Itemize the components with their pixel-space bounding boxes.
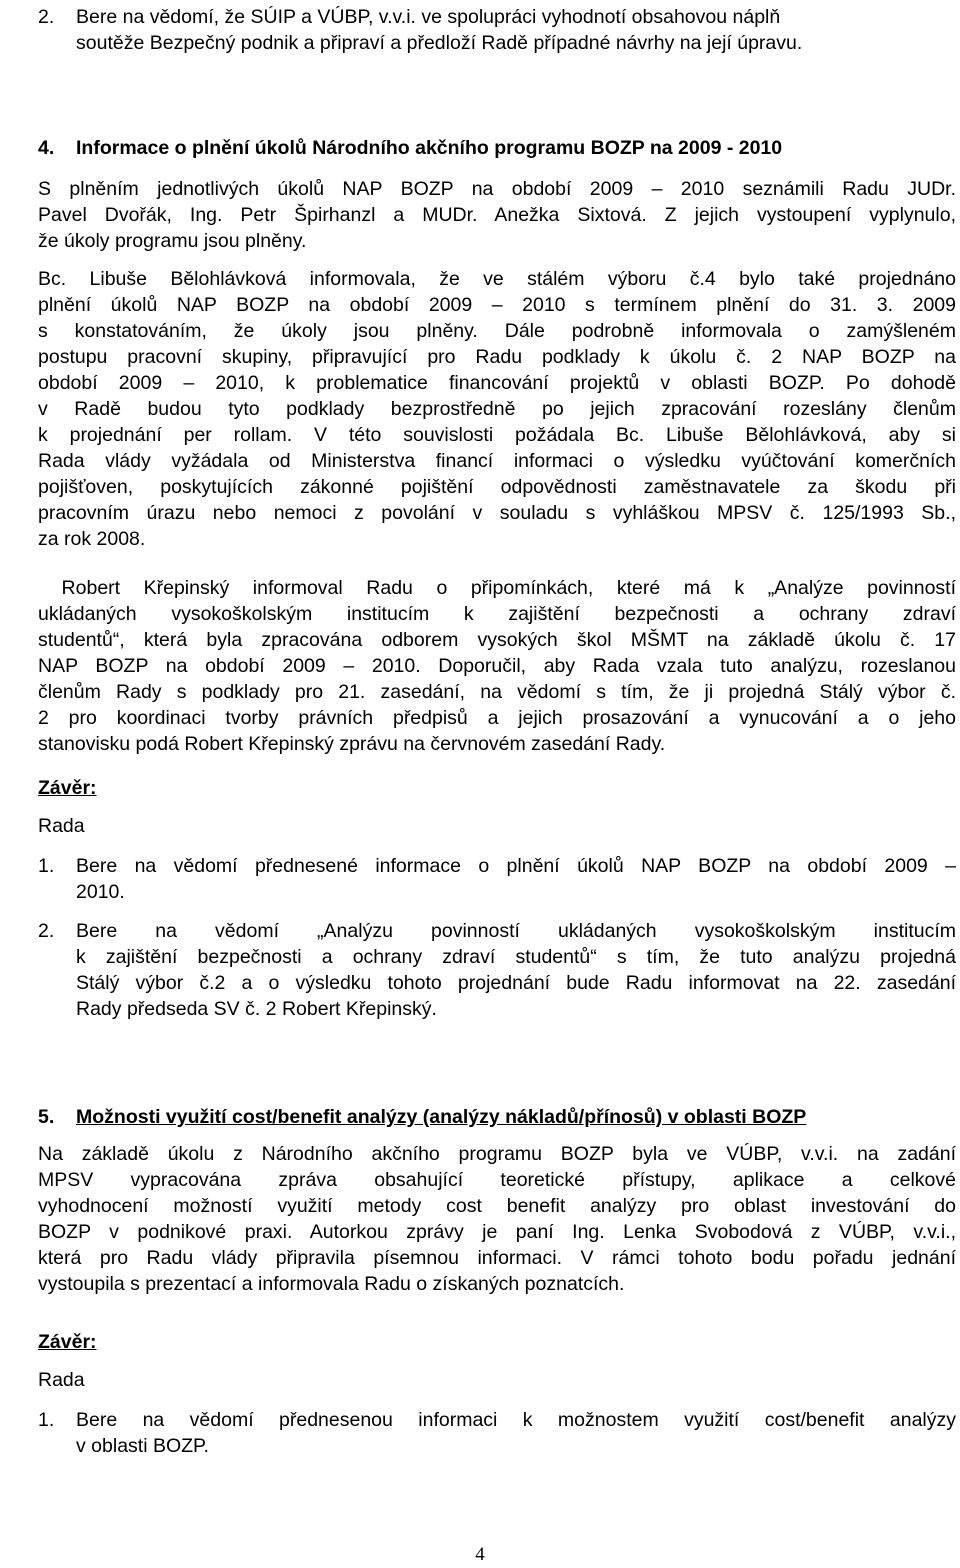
- text-line: pracovním úrazu nebo nemoci z povolání v souladu s vyhláškou MPSV č. 125/1993 Sb.,: [38, 502, 956, 524]
- text-line: vystoupila s prezentací a informovala Radu o získaných poznatcích.: [38, 1273, 625, 1295]
- rada-label: Rada: [38, 1369, 85, 1391]
- list-number: 2.: [38, 6, 55, 28]
- list-number: 2.: [38, 920, 55, 942]
- list-item-text: [76, 4, 958, 56]
- conclusion-item: [38, 1407, 958, 1459]
- text-line: Robert Křepinský informoval Radu o připomínkách, které má k „Analýze povinností: [38, 577, 956, 599]
- conclusion-heading: Závěr:: [38, 1331, 97, 1353]
- paragraph: [38, 1141, 956, 1297]
- text-line: Pavel Dvořák, Ing. Petr Špirhanzl a MUDr. Anežka Sixtová. Z jejich vystoupení vyplynulo,: [38, 204, 956, 226]
- list-item: [38, 4, 958, 56]
- text-line: NAP BOZP na období 2009 – 2010. Doporučil, aby Rada vzala tuto analýzu, rozeslanou: [38, 655, 956, 677]
- text-line: pojišťoven, poskytujících zákonné pojištění odpovědnosti zaměstnavatele za škodu při: [38, 476, 956, 498]
- text-line: která pro Radu vlády připravila písemnou informaci. V rámci tohoto bodu pořadu jednání: [38, 1247, 956, 1269]
- text-line: Na základě úkolu z Národního akčního programu BOZP byla ve VÚBP, v.v.i. na zadání: [38, 1143, 956, 1165]
- section-title: Informace o plnění úkolů Národního akčního programu BOZP na 2009 - 2010: [76, 137, 783, 159]
- section-heading: [38, 1104, 958, 1130]
- rada-label: Rada: [38, 815, 85, 837]
- text-line: k projednání per rollam. V této souvislosti požádala Bc. Libuše Bělohlávková, aby si: [38, 424, 956, 446]
- text-line: Bere na vědomí přednesené informace o plnění úkolů NAP BOZP na období 2009 –: [76, 855, 956, 877]
- text-line: v Radě budou tyto podklady bezprostředně po jejich zpracování rozeslány členům: [38, 398, 956, 420]
- list-number: 1.: [38, 1409, 55, 1431]
- text-line: BOZP v podnikové praxi. Autorkou zprávy je paní Ing. Lenka Svobodová z VÚBP, v.v.i.,: [38, 1221, 956, 1243]
- text-line: členům Rady s podklady pro 21. zasedání, na vědomí s tím, že ji projedná Stálý výbor č.: [38, 681, 956, 703]
- text-line: Rady předseda SV č. 2 Robert Křepinský.: [76, 998, 437, 1020]
- text-line: Bc. Libuše Bělohlávková informovala, že ve stálém výboru č.4 bylo také projednáno: [38, 268, 956, 290]
- list-item-text: [76, 853, 956, 905]
- text-line: k zajištění bezpečnosti a ochrany zdraví studentů“ s tím, že tuto analýzu projedná: [76, 946, 956, 968]
- text-line: postupu pracovní skupiny, připravující pro Radu podklady k úkolu č. 2 NAP BOZP na: [38, 346, 956, 368]
- text-line: stanovisku podá Robert Křepinský zprávu na červnovém zasedání Rady.: [38, 733, 666, 755]
- text-line: ukládaných vysokoškolským institucím k zajištění bezpečnosti a ochrany zdraví: [38, 603, 956, 625]
- conclusion-heading: Závěr:: [38, 777, 97, 799]
- section-title: Možnosti využití cost/benefit analýzy (analýzy nákladů/přínosů) v oblasti BOZP: [76, 1106, 807, 1128]
- text-line: vyhodnocení možností využití metody cost benefit analýzy pro oblast investování do: [38, 1195, 956, 1217]
- text-line: soutěže Bezpečný podnik a připraví a předloží Radě případné návrhy na její úpravu.: [76, 32, 803, 54]
- text-line: v oblasti BOZP.: [76, 1435, 209, 1457]
- text-line: Rada vlády vyžádala od Ministerstva financí informaci o výsledku vyúčtování komerčních: [38, 450, 956, 472]
- paragraph: [38, 575, 956, 757]
- text-line: s konstatováním, že úkoly jsou plněny. Dále podrobně informovala o zamýšleném: [38, 320, 956, 342]
- text-line: Bere na vědomí přednesenou informaci k možnostem využití cost/benefit analýzy: [76, 1409, 956, 1431]
- text-line: že úkoly programu jsou plněny.: [38, 230, 307, 252]
- list-item-text: [76, 1407, 956, 1459]
- text-line: MPSV vypracována zpráva obsahující teoretické přístupy, aplikace a celkové: [38, 1169, 956, 1191]
- text-line: Stálý výbor č.2 a o výsledku tohoto projednání bude Radu informovat na 22. zasedání: [76, 972, 956, 994]
- paragraph: [38, 176, 956, 254]
- list-item-text: [76, 918, 956, 1022]
- text-line: S plněním jednotlivých úkolů NAP BOZP na období 2009 – 2010 seznámili Radu JUDr.: [38, 178, 956, 200]
- text-line: období 2009 – 2010, k problematice financování projektů v oblasti BOZP. Po dohodě: [38, 372, 956, 394]
- text-line: studentů“, která byla zpracována odborem vysokých škol MŠMT na základě úkolu č. 17: [38, 629, 956, 651]
- page-number: 4: [475, 1544, 485, 1565]
- list-number: 1.: [38, 855, 55, 877]
- conclusion-item: [38, 853, 958, 905]
- text-line: Bere na vědomí, že SÚIP a VÚBP, v.v.i. ve spolupráci vyhodnotí obsahovou náplň: [76, 6, 781, 28]
- section-number: 5.: [38, 1106, 55, 1128]
- conclusion-item: [38, 918, 958, 1022]
- text-line: 2 pro koordinaci tvorby právních předpisů a jejich prosazování a vynucování a o jeho: [38, 707, 956, 729]
- text-line: plnění úkolů NAP BOZP na období 2009 – 2010 s termínem plnění do 31. 3. 2009: [38, 294, 956, 316]
- section-heading: [38, 135, 958, 161]
- paragraph: [38, 266, 956, 552]
- text-line: za rok 2008.: [38, 528, 146, 550]
- text-line: Bere na vědomí „Analýzu povinností ukládaných vysokoškolským institucím: [76, 920, 956, 942]
- text-line: 2010.: [76, 881, 125, 903]
- section-number: 4.: [38, 137, 55, 159]
